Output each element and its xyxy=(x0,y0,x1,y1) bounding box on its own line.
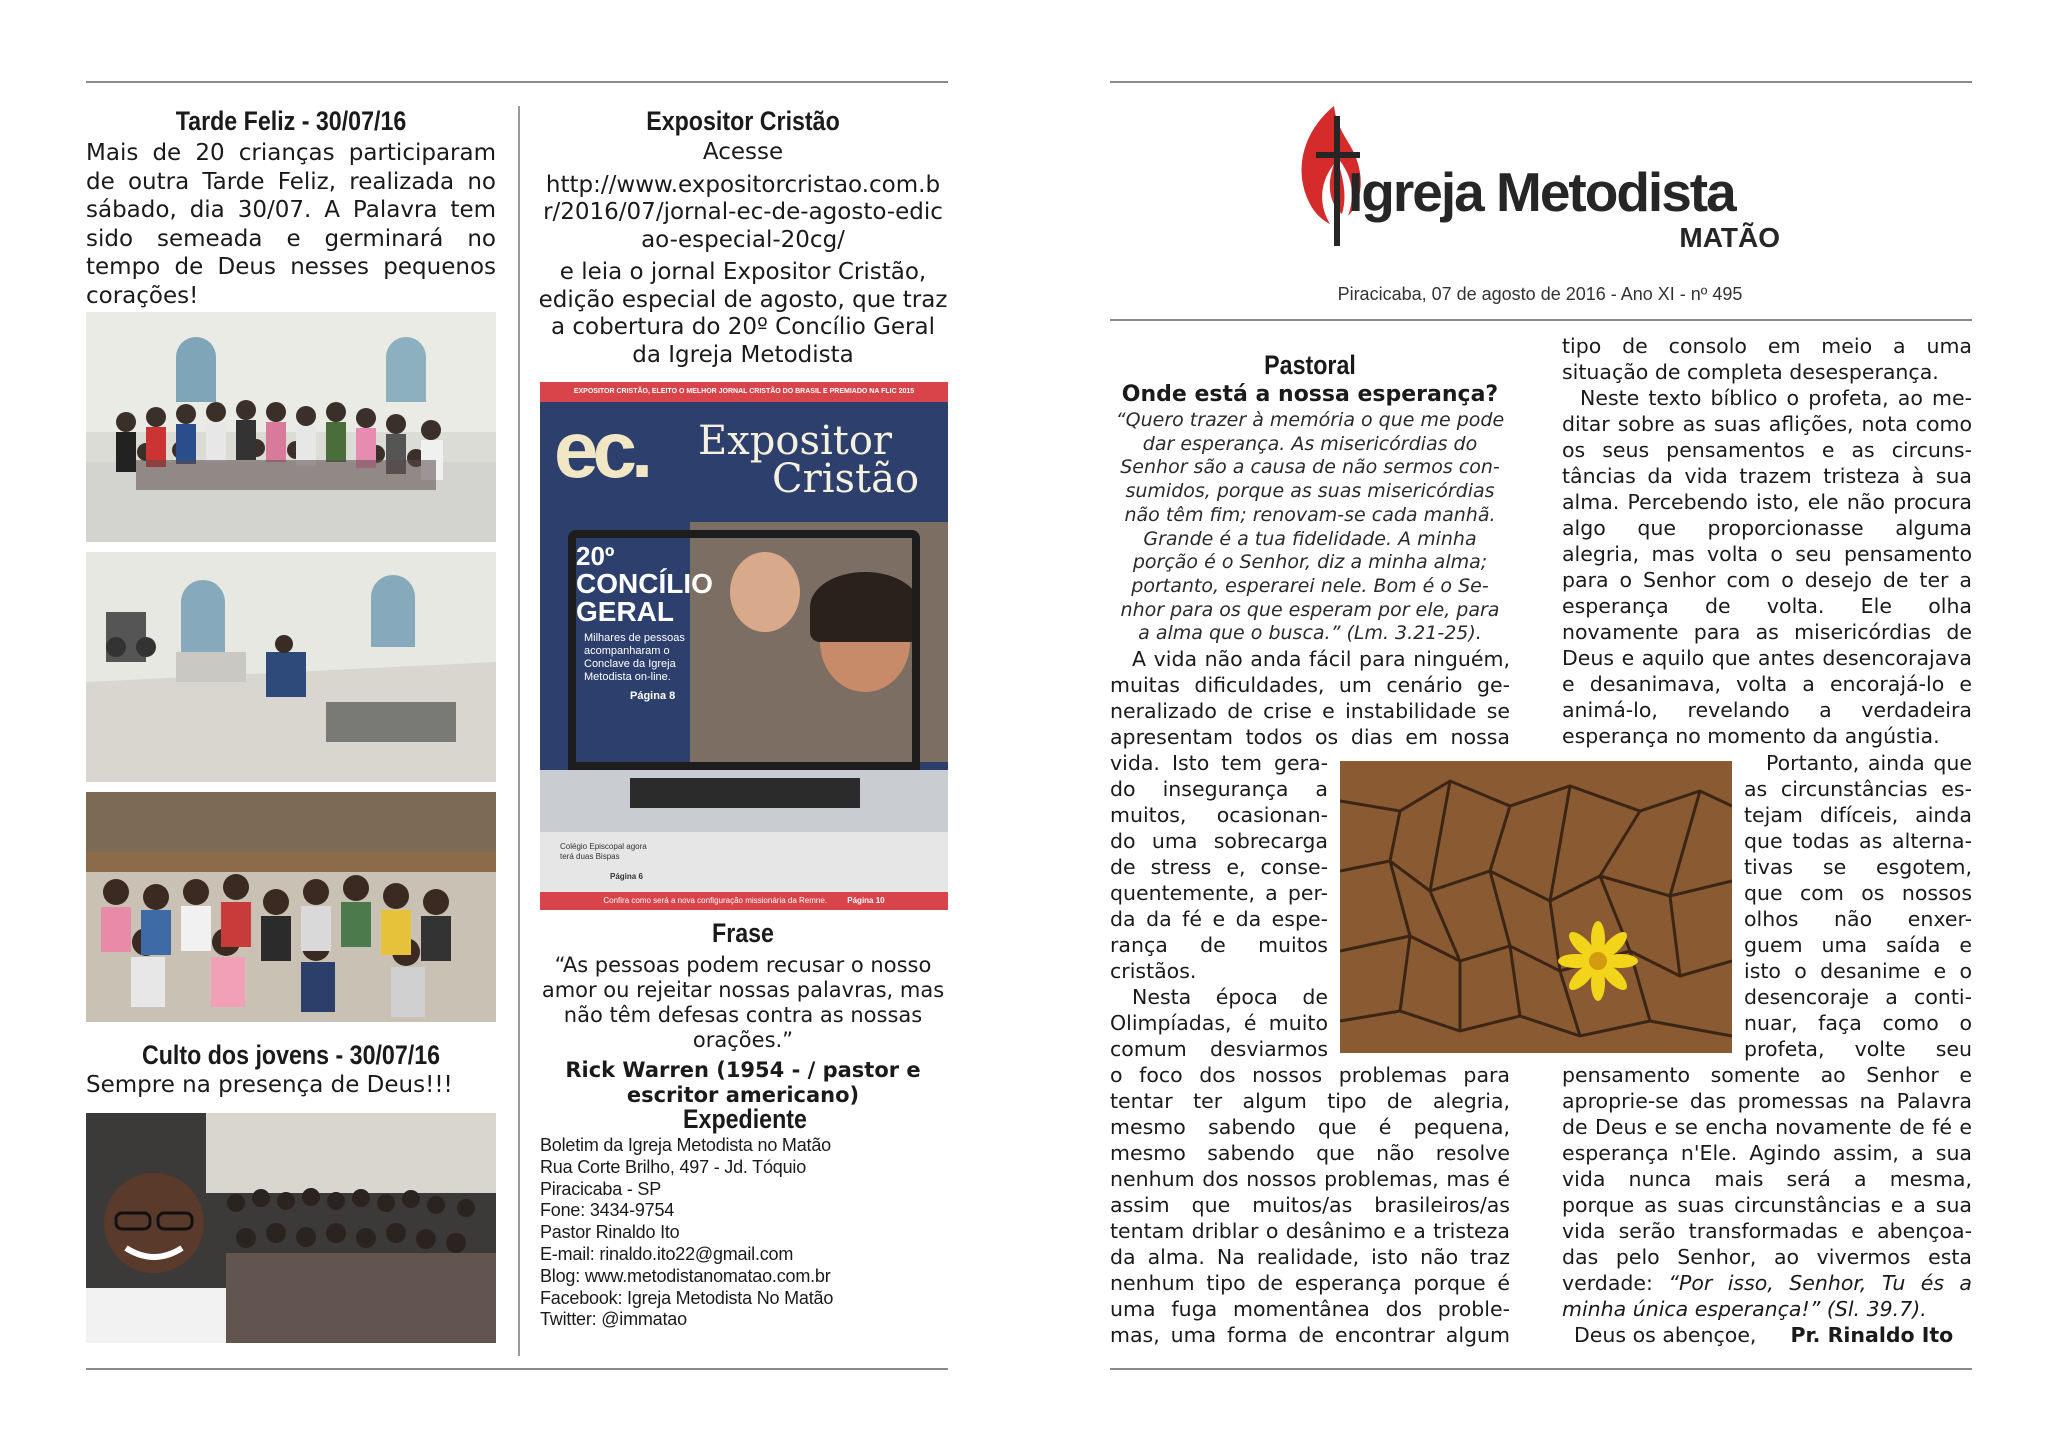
pastoral-line: da alma. Na realidade, isto não traz xyxy=(1110,1245,1510,1269)
pastoral-section: Pastoral xyxy=(1264,350,1356,380)
pastoral-line: Nesta época de xyxy=(1132,985,1328,1009)
pastoral-line: animá-lo, revelando a verdadeira xyxy=(1562,698,1972,722)
pastoral-line: Deus e aquilo que antes desencorajava xyxy=(1562,646,1972,670)
frase-quote: “As pessoas podem recusar o nosso amor ou rejeitar nossas palavras, mas não têm defesas contra as nossas orações.” xyxy=(541,953,945,1052)
pastoral-line: e desanimava, volta a encorajá-lo e xyxy=(1562,672,1972,696)
pastoral-line: vida serão transformadas e abençoa- xyxy=(1562,1219,1972,1243)
expediente-line: Rua Corte Brilho, 497 - Jd. Tóquio xyxy=(540,1156,807,1177)
pastoral-line: que com os nossos xyxy=(1744,881,1972,905)
frase-title: Frase xyxy=(712,918,774,948)
pastoral-line: ditar sobre as suas aflições, nota como xyxy=(1562,412,1972,436)
pastoral-line: muitas dificuldades, um cenário ge- xyxy=(1110,673,1510,697)
pastoral-line: do uma sobrecarga xyxy=(1110,829,1328,853)
pastoral-line: guem uma saída e xyxy=(1744,933,1972,957)
verse-line: Grande é a tua fidelidade. A minha xyxy=(1143,527,1477,550)
verse-line: “Quero trazer à memória o que me pode xyxy=(1115,409,1505,431)
pastoral-line: apresentam todos os dias em nossa xyxy=(1110,725,1510,749)
pastoral-line: novamente para as misericórdias de xyxy=(1562,620,1972,644)
pastoral-line: tejam difíceis, ainda xyxy=(1744,803,1972,827)
pastoral-line: quentemente, a per- xyxy=(1110,881,1328,905)
pastoral-line: nenhum dos nossos problemas, mas é xyxy=(1110,1167,1510,1191)
cover-ec-logo: ec. xyxy=(554,405,648,494)
photo-dry-earth-flower xyxy=(1340,761,1732,1053)
tarde-feliz-article xyxy=(86,106,496,310)
culto-jovens-title: Culto dos jovens - 30/07/16 xyxy=(141,1040,441,1070)
pastoral-line: Neste texto bíblico o profeta, ao me- xyxy=(1580,386,1972,410)
pastoral-line: porque as suas circunstâncias e a sua xyxy=(1562,1193,1972,1217)
cover-footer-page: Página 10 xyxy=(847,896,885,905)
pastoral-line: alma. Percebendo isto, ele não procura xyxy=(1562,490,1972,514)
pastoral-line: mesmo sabendo que é pequena, xyxy=(1110,1115,1510,1139)
top-rule-left xyxy=(86,81,948,83)
verse-line: porção é o Senhor, diz a minha alma; xyxy=(1132,551,1488,574)
cover-footer xyxy=(540,892,948,910)
closing-plain: verdade: xyxy=(1562,1271,1669,1295)
pastoral-line: muitos, ocasionan- xyxy=(1110,803,1328,827)
cover-lower xyxy=(540,832,948,892)
pastoral-line: nenhum tipo de esperança porque é xyxy=(1110,1271,1510,1295)
cover-page6: Página 6 xyxy=(610,872,643,881)
column-divider xyxy=(518,106,520,1356)
logo-city: MATÃO xyxy=(1679,222,1780,253)
closing-quote: “Por isso, Senhor, Tu és a xyxy=(1668,1271,1972,1295)
cover-banner: EXPOSITOR CRISTÃO, ELEITO O MELHOR JORNAL CRISTÃO DO BRASIL E PREMIADO NA FLIC 2015 xyxy=(540,382,948,402)
logo-name: Igreja Metodista xyxy=(1348,161,1735,223)
top-rule-right xyxy=(1110,81,1972,83)
cover-name-2: Cristão xyxy=(772,456,920,502)
cover-sub: Milhares de pessoas acompanharam o Conclave da Igreja Metodista on-line. xyxy=(584,632,685,683)
cover-laptop-keyboard xyxy=(630,778,860,808)
pastoral-line: esperança no momento da angústia. xyxy=(1562,724,1940,748)
expositor-url[interactable]: http://www.expositorcristao.com.br/2016/07/jornal-ec-de-agosto-edicao-especial-20cg/ xyxy=(543,171,943,253)
closing-quote-2: minha única esperança!” (Sl. 39.7). xyxy=(1562,1297,1927,1321)
pastoral-line: das pelo Senhor, ao vivermos esta xyxy=(1562,1245,1972,1269)
culto-jovens-body: Sempre na presença de Deus!!! xyxy=(86,1072,453,1098)
pastoral-line: A vida não anda fácil para ninguém, xyxy=(1132,647,1510,671)
pastoral-line: alegria, mas volta o seu pensamento xyxy=(1562,542,1972,566)
pastoral-line: uma fuga momentânea dos proble- xyxy=(1110,1297,1510,1321)
pastoral-line: mas, uma forma de encontrar algum xyxy=(1110,1323,1510,1347)
photo-youth-selfie xyxy=(86,1113,496,1343)
pastoral-line: que todas as alterna- xyxy=(1744,829,1972,853)
cover-name-1: Expositor xyxy=(698,418,893,464)
pastoral-line: olhos não enxer- xyxy=(1744,907,1972,931)
expositor-article xyxy=(538,106,948,369)
verse-line: sumidos, porque as suas misericórdias xyxy=(1125,480,1495,503)
closing-blessing xyxy=(1574,1322,1972,1348)
cover-side: Colégio Episcopal agora terá duas Bispas xyxy=(560,842,647,861)
expediente-title: Expediente xyxy=(683,1104,807,1134)
pastoral-line: pensamento somente ao Senhor e xyxy=(1562,1063,1972,1087)
expediente-lines xyxy=(540,1135,950,1331)
expediente-facebook[interactable]: Facebook: Igreja Metodista No Matão xyxy=(540,1287,834,1308)
verse-line: dar esperança. As misericórdias do xyxy=(1142,432,1478,455)
pastoral-line: isto o desanime e o xyxy=(1744,959,1972,983)
frase-section xyxy=(538,918,948,1108)
verse-line: não têm fim; renovam-se cada manhã. xyxy=(1124,503,1496,526)
pastoral-line: esperança n'Ele. Agindo assim, a sua xyxy=(1562,1141,1972,1165)
pastoral-line: o foco dos nossos problemas para xyxy=(1110,1063,1510,1087)
expediente-twitter[interactable]: Twitter: @immatao xyxy=(540,1309,687,1330)
photo-children-pews xyxy=(86,792,496,1022)
closing-line-1 xyxy=(1562,1270,1972,1296)
expediente-blog[interactable]: Blog: www.metodistanomatao.com.br xyxy=(540,1265,831,1286)
pastoral-line: Portanto, ainda que xyxy=(1766,751,1972,775)
header-rule-right xyxy=(1110,319,1972,321)
verse-line: Senhor são a causa de não sermos con- xyxy=(1120,456,1500,479)
cover-headline-1: 20º xyxy=(576,541,615,571)
culto-jovens-article xyxy=(86,1040,496,1099)
pastoral-line: tentar ter algum tipo de alegria, xyxy=(1110,1089,1510,1113)
verse-line: nhor para os que esperam por ele, para xyxy=(1120,598,1500,621)
pastoral-line: as circunstâncias es- xyxy=(1744,777,1972,801)
expediente-section xyxy=(540,1104,950,1331)
pastoral-line: do insegurança a xyxy=(1110,777,1328,801)
pastoral-line: para o Senhor com o desejo de ter a xyxy=(1562,568,1972,592)
pastoral-line: vida. Isto tem gera- xyxy=(1110,751,1328,775)
photo-children-group xyxy=(86,312,496,542)
expediente-line: Boletim da Igreja Metodista no Matão xyxy=(540,1135,831,1155)
frase-author: Rick Warren (1954 - / pastor e escritor americano) xyxy=(565,1058,921,1107)
pastoral-line: mesmo sabendo que não resolve xyxy=(1110,1141,1510,1165)
pastoral-line: desencoraje a conti- xyxy=(1744,985,1972,1009)
verse-line: portanto, esperarei nele. Bom é o Se- xyxy=(1131,574,1489,597)
pastoral-line: tipo de consolo em meio a uma xyxy=(1562,334,1972,358)
pastoral-line: os seus pensamentos e as circuns- xyxy=(1562,438,1972,462)
pastoral-line: rança de muitos xyxy=(1110,933,1328,957)
expositor-cover xyxy=(540,382,948,910)
pastoral-line: tentam driblar o desânimo e a tristeza xyxy=(1110,1219,1510,1243)
pastoral-header xyxy=(1110,350,1510,407)
pastoral-line: algo que proporcionasse alguma xyxy=(1562,516,1972,540)
expediente-email[interactable]: E-mail: rinaldo.ito22@gmail.com xyxy=(540,1243,794,1264)
cover-laptop-screen xyxy=(568,530,920,770)
pastoral-line: aproprie-se das promessas na Palavra xyxy=(1562,1089,1972,1113)
pastoral-line: Olimpíadas, é muito xyxy=(1110,1011,1328,1035)
pastoral-line: de Deus e se encha novamente de fé e xyxy=(1562,1115,1972,1139)
bottom-rule-right xyxy=(1110,1368,1972,1370)
bottom-rule-left xyxy=(86,1368,948,1370)
church-logo xyxy=(1290,104,1790,254)
expositor-acesse: Acesse xyxy=(702,139,784,165)
tarde-feliz-title: Tarde Feliz - 30/07/16 xyxy=(175,106,407,136)
pastoral-line: tivas se esgotem, xyxy=(1744,855,1972,879)
pastoral-line: nuar, faça como o xyxy=(1744,1011,1972,1035)
cover-headline-3: GERAL xyxy=(576,596,674,627)
cover-headline-2: CONCÍLIO xyxy=(576,568,713,599)
blessing: Deus os abençoe, xyxy=(1574,1323,1757,1347)
signature: Pr. Rinaldo Ito xyxy=(1790,1323,1954,1347)
pastoral-line: assim que muitos/as brasileiros/as xyxy=(1110,1193,1510,1217)
expediente-line: Pastor Rinaldo Ito xyxy=(540,1222,680,1243)
pastoral-line: profeta, volte seu xyxy=(1744,1037,1972,1061)
expositor-title: Expositor Cristão xyxy=(646,106,840,136)
cover-footer-text: Confira como será a nova configuração missionária da Remne. xyxy=(603,896,828,905)
expediente-line: Piracicaba - SP xyxy=(540,1178,662,1199)
pastoral-line: tâncias da vida trazem tristeza à sua xyxy=(1562,464,1972,488)
pastoral-line: cristãos. xyxy=(1110,959,1197,983)
pastoral-line: vida nunca mais será a mesma, xyxy=(1562,1167,1972,1191)
pastoral-line: da da fé e da espe- xyxy=(1110,907,1328,931)
pastoral-line: esperança de volta. Ele olha xyxy=(1562,594,1972,618)
pastoral-line: de stress e, conse- xyxy=(1110,855,1328,879)
tarde-feliz-body: Mais de 20 crianças participaram de outra Tarde Feliz, realizada no sábado, dia 30/07. A Palavra tem sido semeada e germinará no tempo de Deus nesses pequenos corações! xyxy=(86,140,496,309)
expositor-text: e leia o jornal Expositor Cristão, edição especial de agosto, que traz a cobertura do 20º Concílio Geral da Igreja Metodista xyxy=(538,259,948,368)
dateline: Piracicaba, 07 de agosto de 2016 - Ano XI - nº 495 xyxy=(1337,284,1743,304)
pastoral-line: situação de completa desesperança. xyxy=(1562,360,1939,384)
photo-church-hall xyxy=(86,552,496,782)
pastoral-title: Onde está a nossa esperança? xyxy=(1121,382,1499,407)
cover-page8: Página 8 xyxy=(630,690,676,702)
expediente-line: Fone: 3434-9754 xyxy=(540,1200,675,1221)
verse-line: a alma que o busca.” (Lm. 3.21-25). xyxy=(1138,622,1482,645)
pastoral-line: comum desviarmos xyxy=(1110,1037,1328,1061)
pastoral-line: neralizado de crise e instabilidade se xyxy=(1110,699,1510,723)
